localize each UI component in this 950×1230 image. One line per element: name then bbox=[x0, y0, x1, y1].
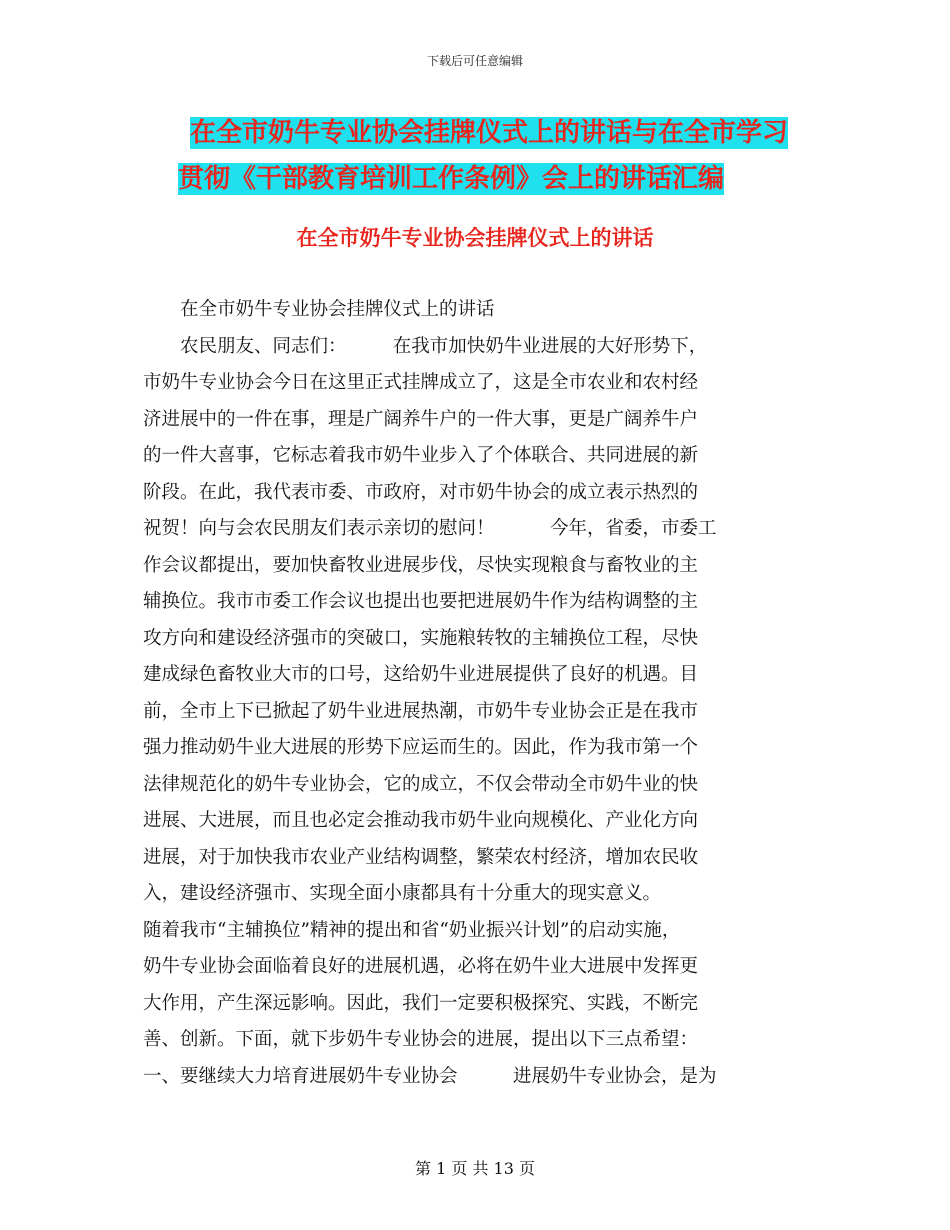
main-title-line-1: 在全市奶牛专业协会挂牌仪式上的讲话与在全市学习 bbox=[190, 118, 789, 148]
body-line: 奶牛专业协会面临着良好的进展机遇，必将在奶牛业大进展中发挥更 bbox=[143, 956, 699, 977]
main-title-line-2: 贯彻《干部教育培训工作条例》会上的讲话汇编 bbox=[178, 164, 725, 194]
body-line: 在全市奶牛专业协会挂牌仪式上的讲话 bbox=[143, 299, 495, 320]
header-note: 下载后可任意编辑 bbox=[426, 54, 523, 68]
body-line: 善、创新。下面，就下步奶牛专业协会的进展，提出以下三点希望： bbox=[143, 1029, 699, 1050]
body-line: 建成绿色畜牧业大市的口号，这给奶牛业进展提供了良好的机遇。目 bbox=[143, 664, 699, 685]
body-line: 一、要继续大力培育进展奶牛专业协会 进展奶牛专业协会，是为 bbox=[143, 1065, 717, 1087]
page-footer: 第 1 页 共 13 页 bbox=[415, 1159, 535, 1178]
body-line: 辅换位。我市市委工作会议也提出也要把进展奶牛作为结构调整的主 bbox=[143, 591, 699, 612]
body-line: 济进展中的一件在事，理是广阔养牛户的一件大事，更是广阔养牛户 bbox=[143, 408, 699, 430]
body-line: 大作用，产生深远影响。因此，我们一定要积极探究、实践，不断完 bbox=[143, 992, 699, 1014]
section-title: 在全市奶牛专业协会挂牌仪式上的讲话 bbox=[296, 226, 654, 250]
body-line: 攻方向和建设经济强市的突破口，实施粮转牧的主辅换位工程，尽快 bbox=[143, 627, 699, 649]
main-title bbox=[178, 110, 830, 202]
body-line: 市奶牛专业协会今日在这里正式挂牌成立了，这是全市农业和农村经 bbox=[143, 372, 699, 393]
body-line: 进展、大进展，而且也必定会推动我市奶牛业向规模化、产业化方向 bbox=[143, 810, 699, 831]
body-line: 阶段。在此，我代表市委、市政府，对市奶牛协会的成立表示热烈的 bbox=[143, 481, 699, 503]
body-line: 的一件大喜事，它标志着我市奶牛业步入了个体联合、共同进展的新 bbox=[143, 445, 699, 466]
body-line: 法律规范化的奶牛专业协会，它的成立，不仅会带动全市奶牛业的快 bbox=[143, 773, 699, 795]
body-text bbox=[143, 292, 803, 1095]
body-line: 作会议都提出，要加快畜牧业进展步伐，尽快实现粮食与畜牧业的主 bbox=[143, 554, 699, 576]
body-line: 祝贺！向与会农民朋友们表示亲切的慰问！ 今年，省委，市委工 bbox=[143, 518, 717, 539]
body-line: 入，建设经济强市、实现全面小康都具有十分重大的现实意义。 bbox=[143, 883, 662, 904]
body-line: 随着我市“主辅换位”精神的提出和省“奶业振兴计划”的启动实施， bbox=[143, 919, 681, 941]
body-line: 进展，对于加快我市农业产业结构调整，繁荣农村经济，增加农民收 bbox=[143, 846, 699, 868]
body-line: 农民朋友、同志们： 在我市加快奶牛业进展的大好形势下， bbox=[143, 335, 708, 357]
body-line: 强力推动奶牛业大进展的形势下应运而生的。因此，作为我市第一个 bbox=[143, 737, 699, 758]
body-line: 前，全市上下已掀起了奶牛业进展热潮，市奶牛专业协会正是在我市 bbox=[143, 700, 699, 722]
